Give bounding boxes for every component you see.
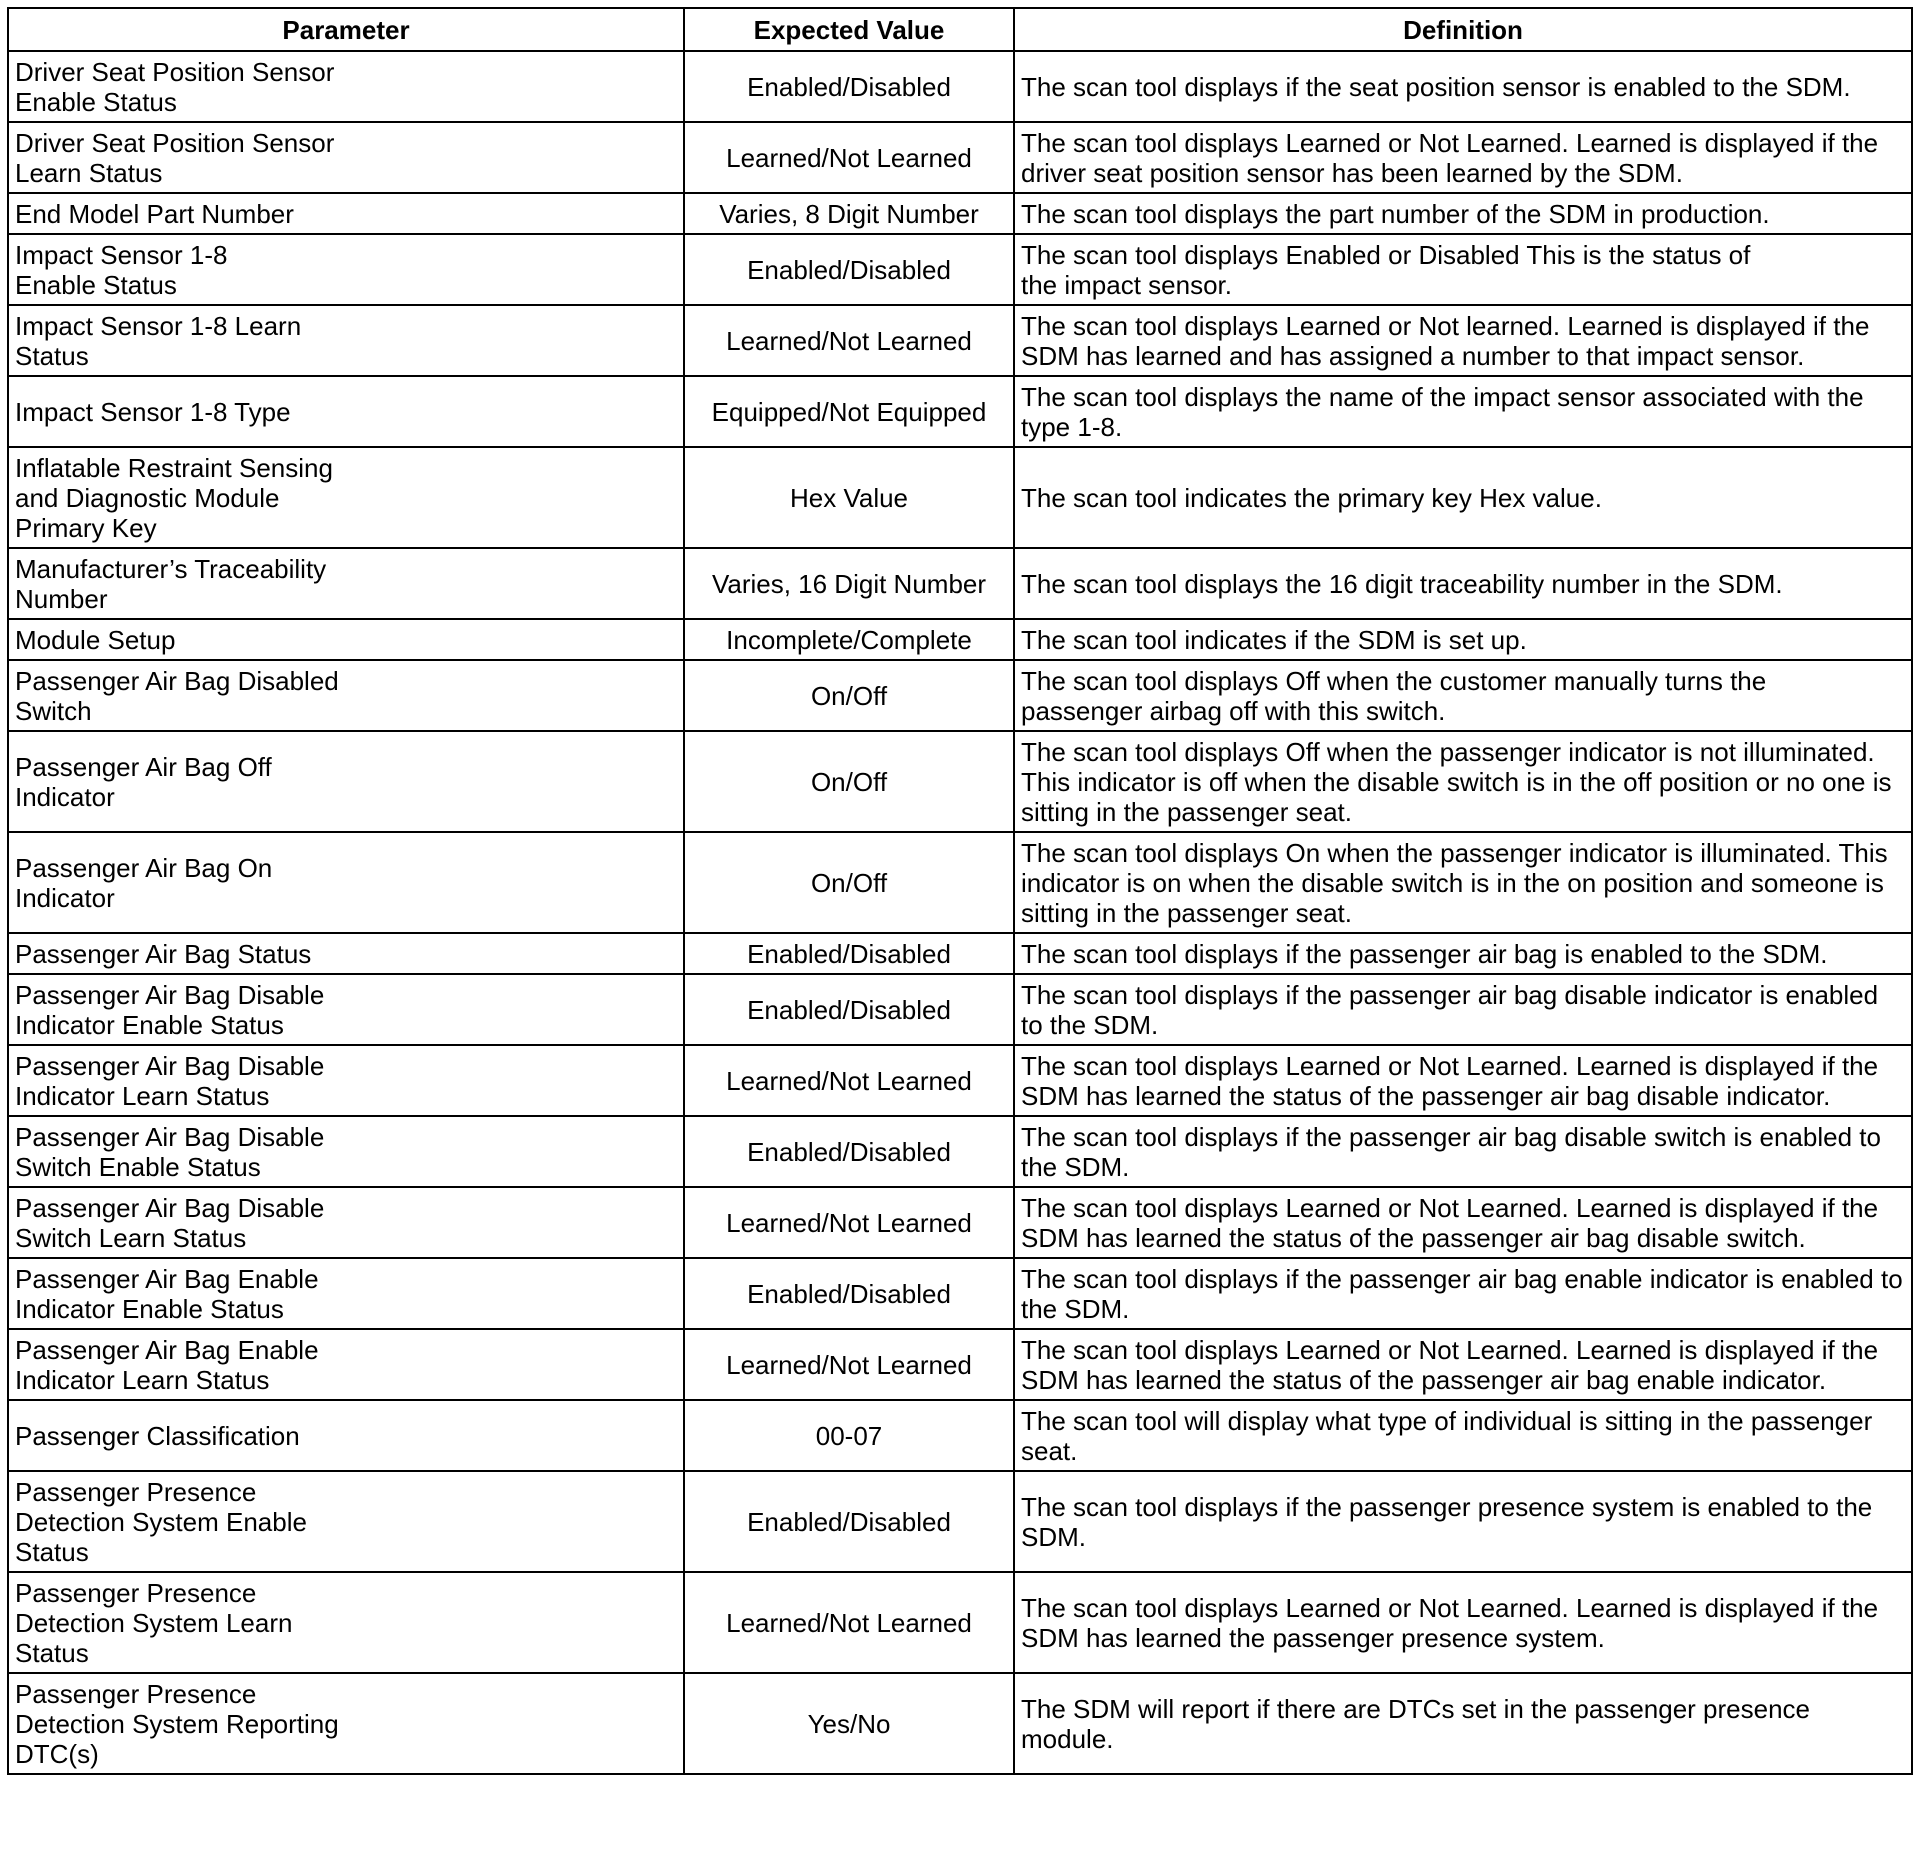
- definition-cell: [1014, 376, 1912, 447]
- parameter-cell: [8, 305, 684, 376]
- table-row: [8, 1400, 1912, 1471]
- table-row: [8, 1673, 1912, 1774]
- table-row: [8, 305, 1912, 376]
- parameter-cell: [8, 619, 684, 660]
- definition-text: The scan tool displays if the passenger air bag enable indicator is enabled to the SDM.: [1021, 1264, 1903, 1324]
- parameter-cell: [8, 1045, 684, 1116]
- parameter-cell: [8, 376, 684, 447]
- expected-value-cell: Learned/Not Learned: [684, 305, 1014, 376]
- expected-value-cell: Learned/Not Learned: [684, 1572, 1014, 1673]
- definition-text: The scan tool displays if the passenger presence system is enabled to the SDM.: [1021, 1492, 1873, 1552]
- parameter-text: Module Setup: [15, 625, 176, 655]
- table-row: [8, 974, 1912, 1045]
- definition-cell: [1014, 234, 1912, 305]
- parameter-text: Impact Sensor 1-8 Type: [15, 397, 291, 427]
- expected-value-cell: Learned/Not Learned: [684, 1329, 1014, 1400]
- table-row: [8, 1329, 1912, 1400]
- table-row: [8, 1572, 1912, 1673]
- parameter-cell: [8, 51, 684, 122]
- definition-cell: [1014, 305, 1912, 376]
- definition-cell: [1014, 619, 1912, 660]
- expected-value-cell: Enabled/Disabled: [684, 1471, 1014, 1572]
- definition-cell: [1014, 974, 1912, 1045]
- parameter-text: Impact Sensor 1-8 Learn Status: [15, 311, 302, 371]
- parameter-cell: [8, 933, 684, 974]
- expected-value-cell: Learned/Not Learned: [684, 122, 1014, 193]
- definition-text: The scan tool displays Learned or Not Learned. Learned is displayed if the driver seat position sensor has been learned by the SDM.: [1021, 128, 1879, 188]
- definition-cell: [1014, 1187, 1912, 1258]
- definition-text: The scan tool indicates the primary key Hex value.: [1021, 483, 1602, 513]
- definition-text: The scan tool displays Learned or Not Learned. Learned is displayed if the SDM has learned the status of the passenger air bag disable switch.: [1021, 1193, 1879, 1253]
- expected-value-cell: Enabled/Disabled: [684, 234, 1014, 305]
- parameter-text: Passenger Air Bag On Indicator: [15, 853, 273, 913]
- parameter-text: Passenger Air Bag Disable Indicator Enable Status: [15, 980, 325, 1040]
- parameter-cell: [8, 447, 684, 548]
- parameter-table-container: [7, 7, 1903, 1775]
- expected-value-cell: Enabled/Disabled: [684, 974, 1014, 1045]
- expected-value-cell: Incomplete/Complete: [684, 619, 1014, 660]
- definition-cell: [1014, 1471, 1912, 1572]
- table-row: [8, 1187, 1912, 1258]
- header-expected-value: Expected Value: [684, 8, 1014, 51]
- table-row: [8, 447, 1912, 548]
- definition-text: The scan tool indicates if the SDM is set up.: [1021, 625, 1527, 655]
- definition-text: The scan tool displays if the seat position sensor is enabled to the SDM.: [1021, 72, 1851, 102]
- definition-cell: [1014, 1572, 1912, 1673]
- parameter-cell: [8, 974, 684, 1045]
- definition-text: The scan tool displays Learned or Not Learned. Learned is displayed if the SDM has learned the status of the passenger air bag disable indicator.: [1021, 1051, 1879, 1111]
- table-header-row: [8, 8, 1912, 51]
- definition-text: The SDM will report if there are DTCs set in the passenger presence module.: [1021, 1694, 1811, 1754]
- parameter-text: Passenger Air Bag Disabled Switch: [15, 666, 339, 726]
- expected-value-cell: 00-07: [684, 1400, 1014, 1471]
- definition-cell: [1014, 1673, 1912, 1774]
- parameter-cell: [8, 1471, 684, 1572]
- parameter-text: Passenger Air Bag Disable Switch Enable Status: [15, 1122, 325, 1182]
- table-row: [8, 548, 1912, 619]
- parameter-cell: [8, 1258, 684, 1329]
- expected-value-cell: Hex Value: [684, 447, 1014, 548]
- parameter-text: Passenger Presence Detection System Learn Status: [15, 1578, 293, 1668]
- expected-value-cell: Enabled/Disabled: [684, 51, 1014, 122]
- definition-text: The scan tool displays if the passenger air bag disable indicator is enabled to the SDM.: [1021, 980, 1879, 1040]
- parameter-cell: [8, 234, 684, 305]
- parameter-text: Passenger Air Bag Status: [15, 939, 312, 969]
- table-row: [8, 933, 1912, 974]
- parameter-cell: [8, 832, 684, 933]
- parameter-cell: [8, 1572, 684, 1673]
- parameter-cell: [8, 1116, 684, 1187]
- definition-cell: [1014, 832, 1912, 933]
- definition-text: The scan tool displays if the passenger air bag disable switch is enabled to the SDM.: [1021, 1122, 1881, 1182]
- definition-cell: [1014, 548, 1912, 619]
- expected-value-cell: Equipped/Not Equipped: [684, 376, 1014, 447]
- expected-value-cell: On/Off: [684, 660, 1014, 731]
- parameter-text: Impact Sensor 1-8 Enable Status: [15, 240, 228, 300]
- table-row: [8, 51, 1912, 122]
- definition-cell: [1014, 1116, 1912, 1187]
- parameter-text: Inflatable Restraint Sensing and Diagnostic Module Primary Key: [15, 453, 333, 543]
- parameter-text: Passenger Air Bag Off Indicator: [15, 752, 272, 812]
- expected-value-cell: Enabled/Disabled: [684, 1258, 1014, 1329]
- definition-text: The scan tool displays Learned or Not Learned. Learned is displayed if the SDM has learned the passenger presence system.: [1021, 1593, 1879, 1653]
- expected-value-cell: Yes/No: [684, 1673, 1014, 1774]
- parameter-table: [7, 7, 1913, 1775]
- parameter-cell: [8, 1329, 684, 1400]
- table-row: [8, 660, 1912, 731]
- definition-text: The scan tool displays On when the passenger indicator is illuminated. This indicator is on when the disable switch is in the on position and someone is sitting in the passenger seat.: [1021, 838, 1888, 928]
- parameter-text: Passenger Air Bag Disable Indicator Learn Status: [15, 1051, 325, 1111]
- expected-value-cell: On/Off: [684, 832, 1014, 933]
- definition-cell: [1014, 447, 1912, 548]
- table-row: [8, 1045, 1912, 1116]
- parameter-cell: [8, 660, 684, 731]
- table-row: [8, 122, 1912, 193]
- parameter-cell: [8, 731, 684, 832]
- table-row: [8, 832, 1912, 933]
- definition-text: The scan tool displays the part number of the SDM in production.: [1021, 199, 1770, 229]
- definition-cell: [1014, 1329, 1912, 1400]
- table-body: [8, 51, 1912, 1774]
- parameter-text: Passenger Presence Detection System Enable Status: [15, 1477, 307, 1567]
- table-row: [8, 1258, 1912, 1329]
- definition-cell: [1014, 933, 1912, 974]
- expected-value-cell: Enabled/Disabled: [684, 933, 1014, 974]
- table-row: [8, 731, 1912, 832]
- parameter-text: Driver Seat Position Sensor Enable Status: [15, 57, 335, 117]
- definition-cell: [1014, 193, 1912, 234]
- expected-value-cell: Varies, 8 Digit Number: [684, 193, 1014, 234]
- expected-value-cell: Learned/Not Learned: [684, 1187, 1014, 1258]
- table-row: [8, 1116, 1912, 1187]
- definition-text: The scan tool displays Off when the customer manually turns the passenger airbag off with this switch.: [1021, 666, 1767, 726]
- table-row: [8, 234, 1912, 305]
- parameter-text: Passenger Air Bag Disable Switch Learn Status: [15, 1193, 325, 1253]
- definition-text: The scan tool displays if the passenger air bag is enabled to the SDM.: [1021, 939, 1828, 969]
- parameter-cell: [8, 1673, 684, 1774]
- parameter-text: Passenger Classification: [15, 1421, 300, 1451]
- parameter-text: Passenger Presence Detection System Reporting DTC(s): [15, 1679, 339, 1769]
- parameter-text: Driver Seat Position Sensor Learn Status: [15, 128, 335, 188]
- definition-cell: [1014, 731, 1912, 832]
- parameter-cell: [8, 193, 684, 234]
- parameter-cell: [8, 1400, 684, 1471]
- table-row: [8, 1471, 1912, 1572]
- definition-cell: [1014, 122, 1912, 193]
- parameter-text: Passenger Air Bag Enable Indicator Learn Status: [15, 1335, 319, 1395]
- parameter-cell: [8, 548, 684, 619]
- definition-cell: [1014, 660, 1912, 731]
- definition-text: The scan tool displays Enabled or Disabled This is the status of the impact sensor.: [1021, 240, 1751, 300]
- header-definition: Definition: [1014, 8, 1912, 51]
- definition-text: The scan tool displays the name of the impact sensor associated with the type 1-8.: [1021, 382, 1864, 442]
- expected-value-cell: Learned/Not Learned: [684, 1045, 1014, 1116]
- definition-cell: [1014, 51, 1912, 122]
- definition-cell: [1014, 1400, 1912, 1471]
- definition-text: The scan tool displays Learned or Not learned. Learned is displayed if the SDM has learned and has assigned a number to that impact sensor.: [1021, 311, 1870, 371]
- definition-text: The scan tool displays Learned or Not Learned. Learned is displayed if the SDM has learned the status of the passenger air bag enable indicator.: [1021, 1335, 1879, 1395]
- parameter-text: Passenger Air Bag Enable Indicator Enable Status: [15, 1264, 319, 1324]
- definition-text: The scan tool will display what type of individual is sitting in the passenger seat.: [1021, 1406, 1873, 1466]
- expected-value-cell: Varies, 16 Digit Number: [684, 548, 1014, 619]
- expected-value-cell: Enabled/Disabled: [684, 1116, 1014, 1187]
- parameter-text: Manufacturer’s Traceability Number: [15, 554, 327, 614]
- definition-text: The scan tool displays Off when the passenger indicator is not illuminated. This indicator is off when the disable switch is in the off position or no one is sitting in the passenger seat.: [1021, 737, 1892, 827]
- table-row: [8, 376, 1912, 447]
- parameter-cell: [8, 1187, 684, 1258]
- expected-value-cell: On/Off: [684, 731, 1014, 832]
- table-row: [8, 619, 1912, 660]
- definition-text: The scan tool displays the 16 digit traceability number in the SDM.: [1021, 569, 1783, 599]
- parameter-text: End Model Part Number: [15, 199, 294, 229]
- header-parameter: Parameter: [8, 8, 684, 51]
- parameter-cell: [8, 122, 684, 193]
- definition-cell: [1014, 1045, 1912, 1116]
- table-row: [8, 193, 1912, 234]
- definition-cell: [1014, 1258, 1912, 1329]
